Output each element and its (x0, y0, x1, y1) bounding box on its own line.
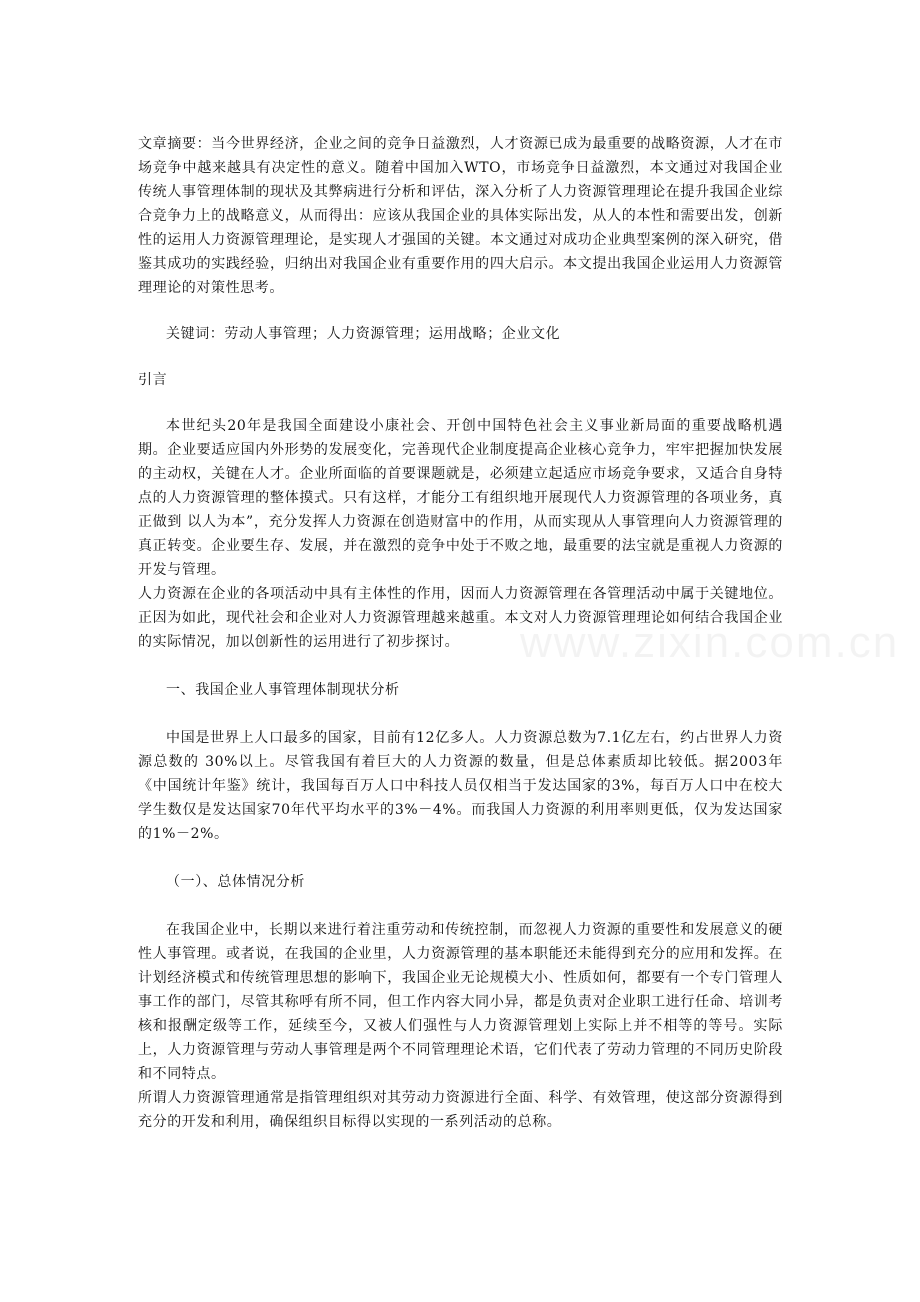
intro-paragraph-1: 本世纪头20年是我国全面建设小康社会、开创中国特色社会主义事业新局面的重要战略机遇期。企业要适应国内外形势的发展变化，完善现代企业制度提高企业核心竞争力，牢牢把握加快发展的主动权，关键在人才。企业所面临的首要课题就是，必须建立起适应市场竞争要求，又适合自身特点的人力资源管理的整体摸式。只有这样，才能分工有组织地开展现代人力资源管理的各项业务，真正做到 以人为本”，充分发挥人力资源在创造财富中的作用，从而实现从人事管理向人力资源管理的真正转变。企业要生存、发展，并在激烈的竞争中处于不败之地，最重要的法宝就是重视人力资源的开发与管理。 (138, 418, 783, 578)
section-1-paragraph: 中国是世界上人口最多的国家，目前有12亿多人。人力资源总数为7.1亿左右，约占世界人力资源总数的 30%以上。尽管我国有着巨大的人力资源的数量，但是总体素质却比较低。据2003年《中国统计年鉴》统计，我国每百万人口中科技人员仅相当于发达国家的3%，每百万人口中在校大学生数仅是发达国家70年代平均水平的3%－4%。而我国人力资源的利用率则更低，仅为发达国家的1%－2%。 (138, 730, 783, 842)
keywords-line: 关键词：劳动人事管理；人力资源管理；运用战略；企业文化 (166, 326, 561, 342)
abstract-paragraph: 文章摘要：当今世界经济，企业之间的竞争日益激烈，人才资源已成为最重要的战略资源，人才在市场竞争中越来越具有决定性的意义。随着中国加入WTO，市场竞争日益激烈，本文通过对我国企业传统人事管理体制的现状及其弊病进行分析和评估，深入分析了人力资源管理理论在提升我国企业综合竞争力上的战略意义，从而得出：应该从我国企业的具体实际出发，从人的本性和需要出发，创新性的运用人力资源管理理论，是实现人才强国的关键。本文通过对成功企业典型案例的深入研究，借鉴其成功的实践经验，归纳出对我国企业有重要作用的四大启示。本文提出我国企业运用人力资源管理理论的对策性思考。 (138, 136, 783, 296)
intro-heading: 引言 (138, 372, 168, 388)
intro-paragraph-2: 人力资源在企业的各项活动中具有主体性的作用，因而人力资源管理在各管理活动中属于关键地位。正因为如此，现代社会和企业对人力资源管理越来越重。本文对人力资源管理理论如何结合我国企业的实际情况，加以创新性的运用进行了初步探讨。 (138, 586, 783, 650)
section-1-heading: 一、我国企业人事管理体制现状分析 (166, 682, 400, 698)
subsection-1-paragraph-2: 所谓人力资源管理通常是指管理组织对其劳动力资源进行全面、科学、有效管理，使这部分资源得到充分的开发和利用，确保组织目标得以实现的一系列活动的总称。 (138, 1090, 783, 1130)
document-body (138, 132, 783, 1134)
subsection-1-heading: （一）、总体情况分析 (166, 874, 305, 890)
subsection-1-paragraph-1: 在我国企业中，长期以来进行着注重劳动和传统控制，而忽视人力资源的重要性和发展意义的硬性人事管理。或者说，在我国的企业里，人力资源管理的基本职能还未能得到充分的应用和发挥。在计划经济模式和传统管理思想的影响下，我国企业无论规模大小、性质如何，都要有一个专门管理人事工作的部门，尽管其称呼有所不同，但工作内容大同小异，都是负责对企业职工进行任命、培训考核和报酬定级等工作，延续至今，又被人们强性与人力资源管理划上实际上并不相等的等号。实际上，人力资源管理与劳动人事管理是两个不同管理理论术语，它们代表了劳动力管理的不同历史阶段和不同特点。 (138, 922, 783, 1082)
